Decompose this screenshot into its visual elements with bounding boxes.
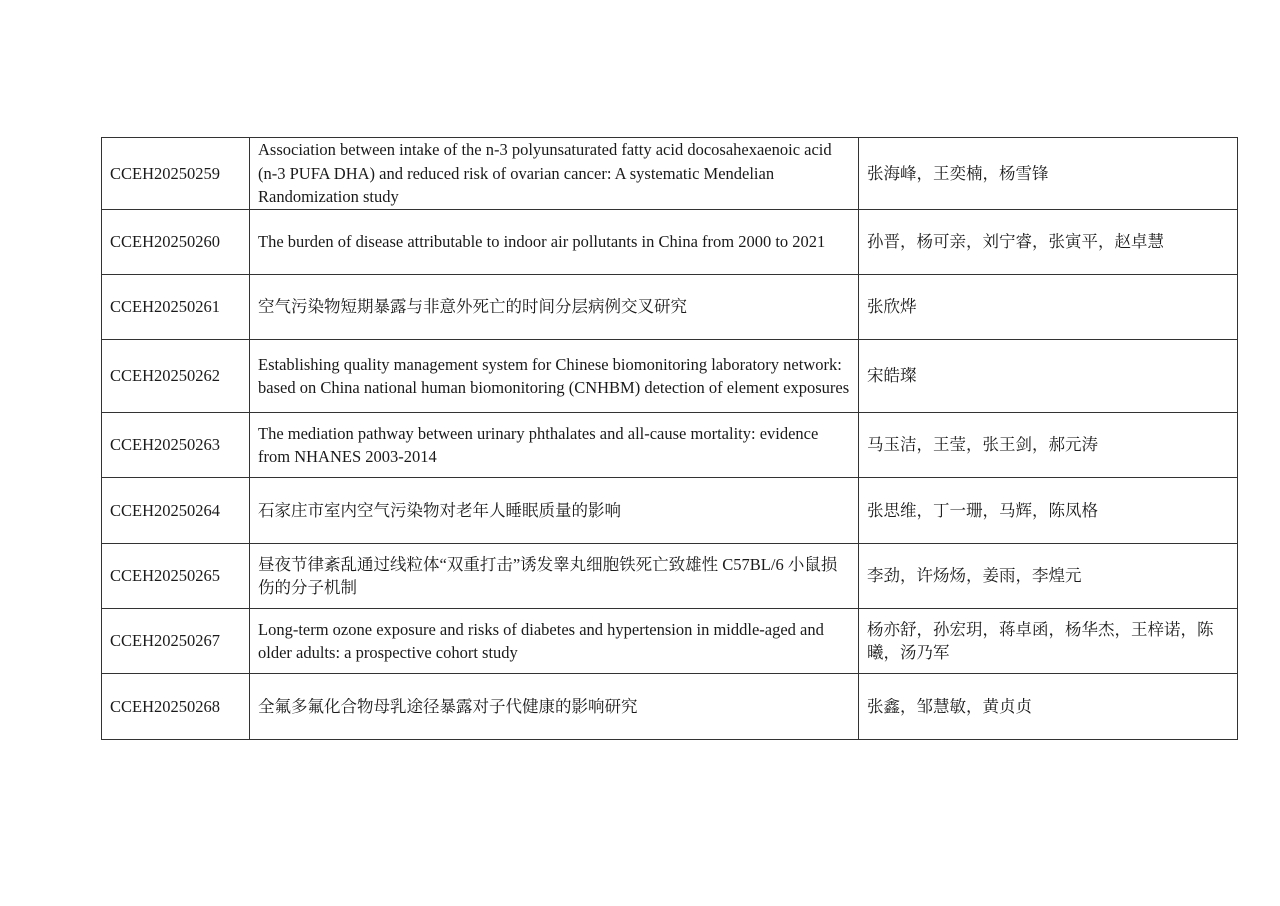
paper-title: Long-term ozone exposure and risks of diabetes and hypertension in middle-aged and older adults: a prospective cohort study bbox=[250, 609, 859, 674]
paper-title: The mediation pathway between urinary phthalates and all-cause mortality: evidence from NHANES 2003-2014 bbox=[250, 413, 859, 478]
table-row bbox=[102, 609, 1238, 674]
submission-id: CCEH20250259 bbox=[102, 138, 250, 210]
submission-id: CCEH20250263 bbox=[102, 413, 250, 478]
table-row bbox=[102, 275, 1238, 340]
submission-id: CCEH20250268 bbox=[102, 674, 250, 740]
paper-title: Association between intake of the n-3 polyunsaturated fatty acid docosahexaenoic acid (n-3 PUFA DHA) and reduced risk of ovarian cancer: A systematic Mendelian Randomization study bbox=[250, 138, 859, 210]
paper-title: 全氟多氟化合物母乳途径暴露对子代健康的影响研究 bbox=[250, 674, 859, 740]
author-list: 张鑫，邹慧敏，黄贞贞 bbox=[859, 674, 1238, 740]
author-list: 孙晋，杨可亲，刘宁睿，张寅平，赵卓慧 bbox=[859, 210, 1238, 275]
author-list: 杨亦舒，孙宏玥，蒋卓函，杨华杰，王梓诺，陈曦，汤乃军 bbox=[859, 609, 1238, 674]
paper-title: Establishing quality management system for Chinese biomonitoring laboratory network: based on China national human biomonitoring (CNHBM) detection of element exposures bbox=[250, 340, 859, 413]
submission-id: CCEH20250267 bbox=[102, 609, 250, 674]
abstract-list-table bbox=[101, 137, 1238, 740]
table-row bbox=[102, 210, 1238, 275]
author-list: 张思维，丁一珊，马辉，陈凤格 bbox=[859, 478, 1238, 544]
author-list: 张欣烨 bbox=[859, 275, 1238, 340]
paper-title: The burden of disease attributable to indoor air pollutants in China from 2000 to 2021 bbox=[250, 210, 859, 275]
submission-id: CCEH20250265 bbox=[102, 544, 250, 609]
author-list: 马玉洁，王莹，张王剑，郝元涛 bbox=[859, 413, 1238, 478]
table-row bbox=[102, 340, 1238, 413]
paper-title: 空气污染物短期暴露与非意外死亡的时间分层病例交叉研究 bbox=[250, 275, 859, 340]
submission-id: CCEH20250261 bbox=[102, 275, 250, 340]
author-list: 张海峰，王奕楠，杨雪锋 bbox=[859, 138, 1238, 210]
submission-id: CCEH20250260 bbox=[102, 210, 250, 275]
submission-id: CCEH20250262 bbox=[102, 340, 250, 413]
table-row bbox=[102, 138, 1238, 210]
table-row bbox=[102, 674, 1238, 740]
submission-id: CCEH20250264 bbox=[102, 478, 250, 544]
table-row bbox=[102, 413, 1238, 478]
table-row bbox=[102, 544, 1238, 609]
paper-title: 石家庄市室内空气污染物对老年人睡眠质量的影响 bbox=[250, 478, 859, 544]
table-row bbox=[102, 478, 1238, 544]
paper-title: 昼夜节律紊乱通过线粒体“双重打击”诱发睾丸细胞铁死亡致雄性 C57BL/6 小鼠损伤的分子机制 bbox=[250, 544, 859, 609]
author-list: 宋皓璨 bbox=[859, 340, 1238, 413]
author-list: 李劲，许炀炀，姜雨，李煌元 bbox=[859, 544, 1238, 609]
